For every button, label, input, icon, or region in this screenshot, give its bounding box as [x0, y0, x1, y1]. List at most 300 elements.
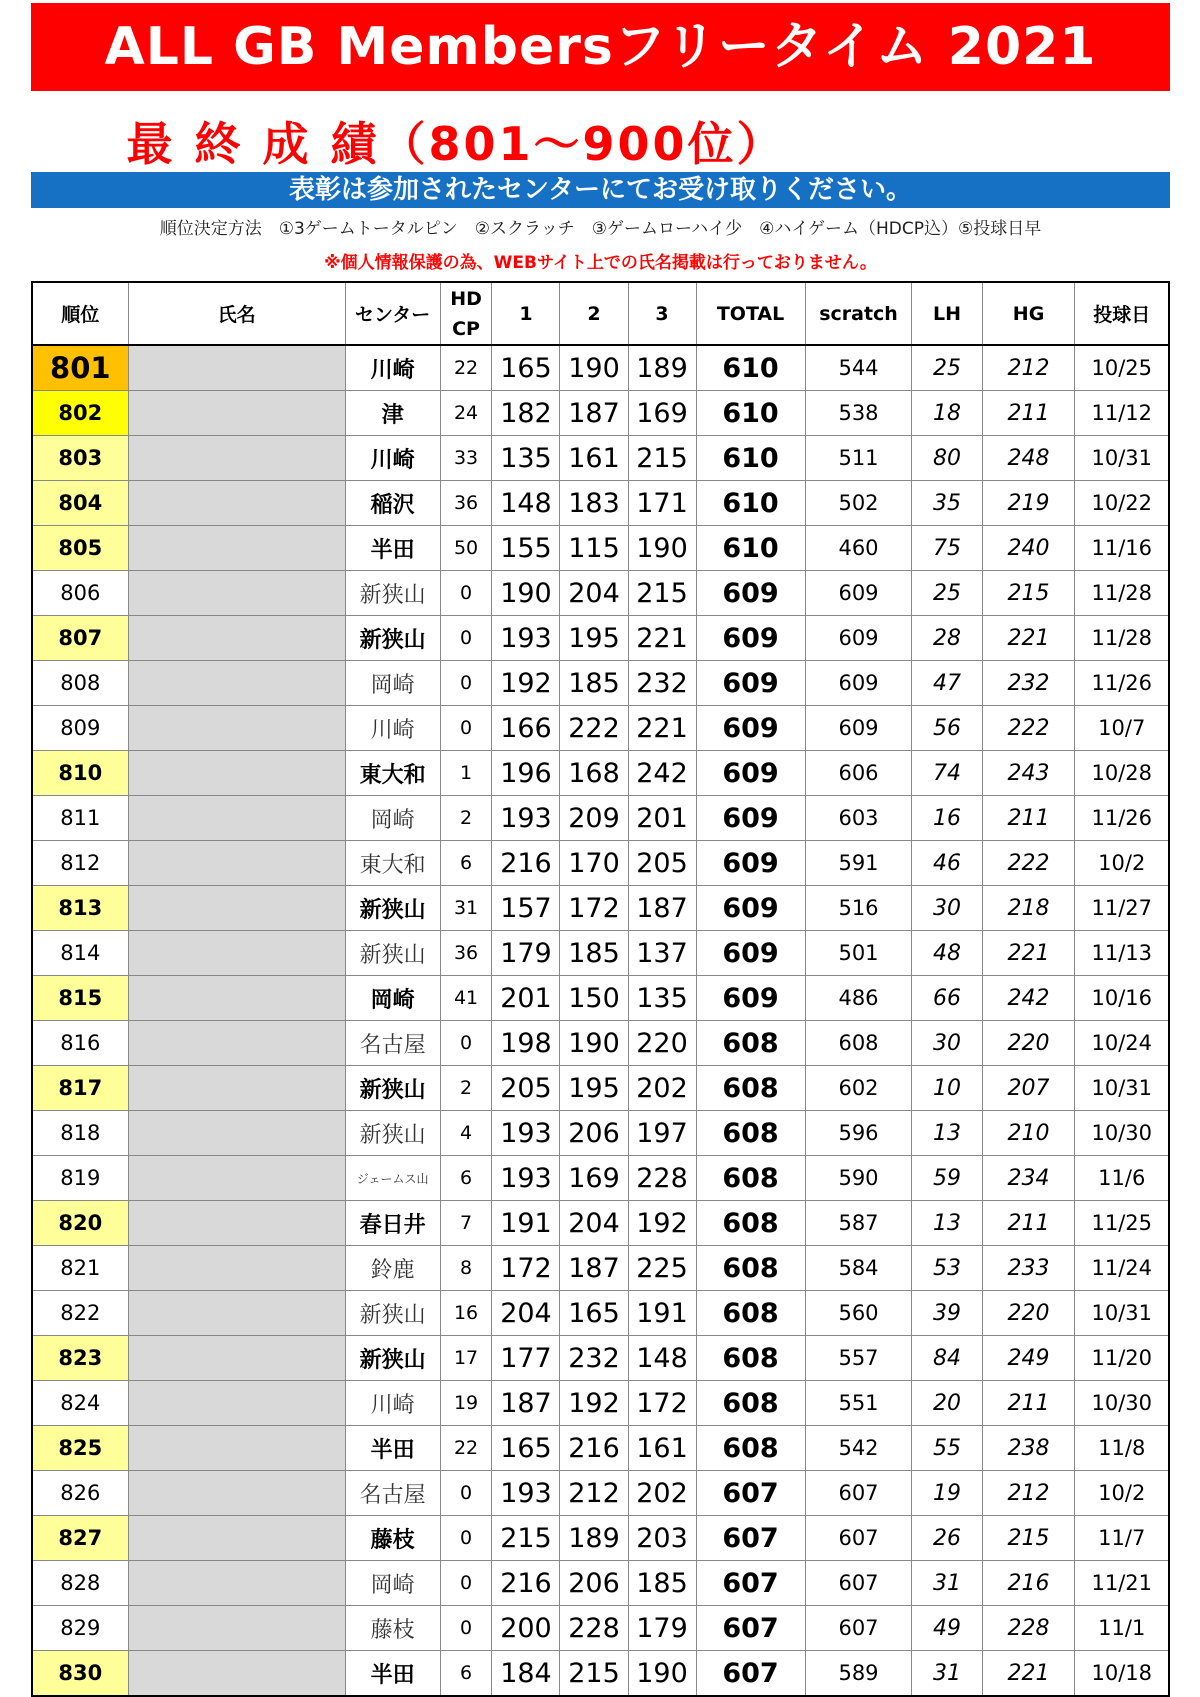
date-cell: 10/16: [1075, 976, 1169, 1021]
lh-cell: 66: [912, 976, 982, 1021]
total-cell: 607: [696, 1606, 805, 1651]
lh-cell: 30: [912, 1021, 982, 1066]
hdcp-cell: 31: [440, 886, 492, 931]
rank-cell: 817: [32, 1066, 128, 1111]
rank-cell: 811: [32, 796, 128, 841]
total-cell: 609: [696, 886, 805, 931]
privacy-notice: ※個人情報保護の為、WEBサイト上での氏名掲載は行っておりません。: [324, 253, 877, 273]
total-cell: 610: [696, 481, 805, 526]
game3-cell: 169: [628, 391, 696, 436]
scratch-cell: 603: [805, 796, 912, 841]
table-row: [32, 436, 1169, 481]
date-cell: 10/30: [1075, 1111, 1169, 1156]
hdcp-cell: 50: [440, 526, 492, 571]
game2-cell: 195: [560, 616, 628, 661]
hg-cell: 234: [982, 1156, 1075, 1201]
hg-cell: 232: [982, 661, 1075, 706]
game3-cell: 221: [628, 616, 696, 661]
center-cell: 新狭山: [345, 1336, 440, 1381]
table-row: [32, 1156, 1169, 1201]
center-cell: 川崎: [345, 1381, 440, 1426]
center-cell: 新狭山: [345, 1111, 440, 1156]
lh-cell: 25: [912, 571, 982, 616]
hg-cell: 211: [982, 1201, 1075, 1246]
total-cell: 609: [696, 976, 805, 1021]
game2-cell: 185: [560, 661, 628, 706]
rank-cell: 804: [32, 481, 128, 526]
game1-cell: 193: [492, 1111, 560, 1156]
game2-cell: 190: [560, 1021, 628, 1066]
rank-cell: 830: [32, 1651, 128, 1697]
name-cell: [128, 661, 345, 706]
center-cell: 名古屋: [345, 1471, 440, 1516]
hg-cell: 212: [982, 345, 1075, 391]
results-table: [31, 281, 1170, 1697]
hdcp-cell: 6: [440, 1156, 492, 1201]
center-cell: 半田: [345, 526, 440, 571]
total-cell: 609: [696, 841, 805, 886]
scratch-cell: 516: [805, 886, 912, 931]
hg-cell: 248: [982, 436, 1075, 481]
table-row: [32, 1471, 1169, 1516]
hg-cell: 220: [982, 1021, 1075, 1066]
hg-cell: 207: [982, 1066, 1075, 1111]
name-cell: [128, 1156, 345, 1201]
table-row: [32, 571, 1169, 616]
game3-cell: 197: [628, 1111, 696, 1156]
game3-cell: 202: [628, 1066, 696, 1111]
game2-cell: 204: [560, 1201, 628, 1246]
hdcp-cell: 0: [440, 706, 492, 751]
lh-cell: 26: [912, 1516, 982, 1561]
hg-cell: 238: [982, 1426, 1075, 1471]
game2-cell: 165: [560, 1291, 628, 1336]
table-row: [32, 1246, 1169, 1291]
table-row: [32, 1291, 1169, 1336]
lh-cell: 19: [912, 1471, 982, 1516]
col-header-total: TOTAL: [696, 282, 805, 345]
rank-cell: 802: [32, 391, 128, 436]
col-header-game1: 1: [492, 282, 560, 345]
scratch-cell: 590: [805, 1156, 912, 1201]
name-cell: [128, 1066, 345, 1111]
game3-cell: 185: [628, 1561, 696, 1606]
scratch-cell: 607: [805, 1561, 912, 1606]
hg-cell: 228: [982, 1606, 1075, 1651]
hdcp-cell: 22: [440, 345, 492, 391]
scratch-cell: 608: [805, 1021, 912, 1066]
total-cell: 608: [696, 1336, 805, 1381]
game1-cell: 200: [492, 1606, 560, 1651]
page-subtitle: 最 終 成 績（801～900位）: [126, 117, 786, 171]
rank-cell: 824: [32, 1381, 128, 1426]
total-cell: 610: [696, 436, 805, 481]
rank-cell: 828: [32, 1561, 128, 1606]
rank-cell: 807: [32, 616, 128, 661]
total-cell: 608: [696, 1381, 805, 1426]
date-cell: 10/28: [1075, 751, 1169, 796]
scratch-cell: 584: [805, 1246, 912, 1291]
game1-cell: 155: [492, 526, 560, 571]
table-row: [32, 345, 1169, 391]
total-cell: 609: [696, 616, 805, 661]
total-cell: 608: [696, 1066, 805, 1111]
lh-cell: 84: [912, 1336, 982, 1381]
hg-cell: 215: [982, 571, 1075, 616]
hdcp-cell: 0: [440, 571, 492, 616]
hg-cell: 219: [982, 481, 1075, 526]
game1-cell: 193: [492, 1471, 560, 1516]
table-row: [32, 1066, 1169, 1111]
total-cell: 607: [696, 1471, 805, 1516]
game1-cell: 193: [492, 616, 560, 661]
lh-cell: 13: [912, 1201, 982, 1246]
game3-cell: 161: [628, 1426, 696, 1471]
hg-cell: 222: [982, 706, 1075, 751]
center-cell: 稲沢: [345, 481, 440, 526]
game1-cell: 182: [492, 391, 560, 436]
hdcp-cell: 16: [440, 1291, 492, 1336]
award-notice-bar: 表彰は参加されたセンターにてお受け取りください。: [31, 172, 1170, 208]
game1-cell: 192: [492, 661, 560, 706]
rank-cell: 814: [32, 931, 128, 976]
name-cell: [128, 1651, 345, 1697]
date-cell: 10/7: [1075, 706, 1169, 751]
scratch-cell: 511: [805, 436, 912, 481]
center-cell: 新狭山: [345, 1291, 440, 1336]
rank-cell: 808: [32, 661, 128, 706]
hdcp-cell: 4: [440, 1111, 492, 1156]
name-cell: [128, 931, 345, 976]
name-cell: [128, 751, 345, 796]
scratch-cell: 607: [805, 1606, 912, 1651]
game2-cell: 206: [560, 1111, 628, 1156]
hg-cell: 215: [982, 1516, 1075, 1561]
total-cell: 609: [696, 751, 805, 796]
date-cell: 11/27: [1075, 886, 1169, 931]
center-cell: 川崎: [345, 345, 440, 391]
rank-cell: 829: [32, 1606, 128, 1651]
hg-cell: 233: [982, 1246, 1075, 1291]
hg-cell: 242: [982, 976, 1075, 1021]
date-cell: 11/20: [1075, 1336, 1169, 1381]
game2-cell: 222: [560, 706, 628, 751]
name-cell: [128, 1201, 345, 1246]
name-cell: [128, 1021, 345, 1066]
game2-cell: 185: [560, 931, 628, 976]
center-cell: 藤枝: [345, 1606, 440, 1651]
lh-cell: 53: [912, 1246, 982, 1291]
scratch-cell: 609: [805, 706, 912, 751]
date-cell: 11/28: [1075, 616, 1169, 661]
game3-cell: 215: [628, 436, 696, 481]
scratch-cell: 607: [805, 1471, 912, 1516]
rank-cell: 806: [32, 571, 128, 616]
date-cell: 10/31: [1075, 1066, 1169, 1111]
total-cell: 609: [696, 661, 805, 706]
lh-cell: 30: [912, 886, 982, 931]
game3-cell: 190: [628, 526, 696, 571]
hg-cell: 243: [982, 751, 1075, 796]
table-row: [32, 751, 1169, 796]
name-cell: [128, 436, 345, 481]
table-row: [32, 1561, 1169, 1606]
date-cell: 10/31: [1075, 436, 1169, 481]
game1-cell: 165: [492, 345, 560, 391]
name-cell: [128, 1561, 345, 1606]
hg-cell: 221: [982, 1651, 1075, 1697]
lh-cell: 59: [912, 1156, 982, 1201]
hdcp-cell: 22: [440, 1426, 492, 1471]
center-cell: 名古屋: [345, 1021, 440, 1066]
center-cell: 半田: [345, 1426, 440, 1471]
table-row: [32, 1336, 1169, 1381]
lh-cell: 16: [912, 796, 982, 841]
center-cell: ジェームス山: [345, 1156, 440, 1201]
col-header-rank: 順位: [32, 282, 128, 345]
rank-cell: 813: [32, 886, 128, 931]
hdcp-cell: 24: [440, 391, 492, 436]
game3-cell: 203: [628, 1516, 696, 1561]
game3-cell: 179: [628, 1606, 696, 1651]
total-cell: 609: [696, 796, 805, 841]
hg-cell: 222: [982, 841, 1075, 886]
hdcp-cell: 41: [440, 976, 492, 1021]
rank-cell: 801: [32, 345, 128, 391]
center-cell: 新狭山: [345, 931, 440, 976]
rank-cell: 816: [32, 1021, 128, 1066]
name-cell: [128, 345, 345, 391]
date-cell: 11/8: [1075, 1426, 1169, 1471]
lh-cell: 35: [912, 481, 982, 526]
game1-cell: 196: [492, 751, 560, 796]
scratch-cell: 606: [805, 751, 912, 796]
game1-cell: 135: [492, 436, 560, 481]
game2-cell: 172: [560, 886, 628, 931]
lh-cell: 80: [912, 436, 982, 481]
hg-cell: 210: [982, 1111, 1075, 1156]
hdcp-cell: 19: [440, 1381, 492, 1426]
game1-cell: 193: [492, 796, 560, 841]
total-cell: 608: [696, 1426, 805, 1471]
rank-cell: 809: [32, 706, 128, 751]
scratch-cell: 551: [805, 1381, 912, 1426]
game1-cell: 166: [492, 706, 560, 751]
game1-cell: 216: [492, 841, 560, 886]
scratch-cell: 607: [805, 1516, 912, 1561]
name-cell: [128, 841, 345, 886]
lh-cell: 28: [912, 616, 982, 661]
center-cell: 新狭山: [345, 886, 440, 931]
date-cell: 11/1: [1075, 1606, 1169, 1651]
scratch-cell: 538: [805, 391, 912, 436]
game3-cell: 220: [628, 1021, 696, 1066]
scratch-cell: 609: [805, 616, 912, 661]
game3-cell: 192: [628, 1201, 696, 1246]
lh-cell: 10: [912, 1066, 982, 1111]
game3-cell: 137: [628, 931, 696, 976]
table-row: [32, 706, 1169, 751]
name-cell: [128, 1426, 345, 1471]
game3-cell: 215: [628, 571, 696, 616]
game3-cell: 202: [628, 1471, 696, 1516]
name-cell: [128, 481, 345, 526]
game1-cell: 187: [492, 1381, 560, 1426]
scratch-cell: 602: [805, 1066, 912, 1111]
lh-cell: 75: [912, 526, 982, 571]
game2-cell: 232: [560, 1336, 628, 1381]
scratch-cell: 587: [805, 1201, 912, 1246]
table-row: [32, 841, 1169, 886]
game3-cell: 221: [628, 706, 696, 751]
game1-cell: 148: [492, 481, 560, 526]
game1-cell: 215: [492, 1516, 560, 1561]
name-cell: [128, 1381, 345, 1426]
total-cell: 608: [696, 1021, 805, 1066]
table-row: [32, 1516, 1169, 1561]
game2-cell: 209: [560, 796, 628, 841]
game1-cell: 198: [492, 1021, 560, 1066]
name-cell: [128, 616, 345, 661]
rank-cell: 818: [32, 1111, 128, 1156]
game2-cell: 190: [560, 345, 628, 391]
scratch-cell: 609: [805, 661, 912, 706]
col-header-scratch: scratch: [805, 282, 912, 345]
game1-cell: 157: [492, 886, 560, 931]
game2-cell: 228: [560, 1606, 628, 1651]
table-row: [32, 886, 1169, 931]
table-row: [32, 1606, 1169, 1651]
hdcp-cell: 0: [440, 616, 492, 661]
rank-cell: 812: [32, 841, 128, 886]
date-cell: 10/31: [1075, 1291, 1169, 1336]
table-row: [32, 661, 1169, 706]
rank-cell: 815: [32, 976, 128, 1021]
hdcp-cell: 7: [440, 1201, 492, 1246]
lh-cell: 55: [912, 1426, 982, 1471]
scratch-cell: 560: [805, 1291, 912, 1336]
name-cell: [128, 886, 345, 931]
date-cell: 10/18: [1075, 1651, 1169, 1697]
game1-cell: 165: [492, 1426, 560, 1471]
date-cell: 11/13: [1075, 931, 1169, 976]
table-row: [32, 931, 1169, 976]
game3-cell: 225: [628, 1246, 696, 1291]
total-cell: 610: [696, 345, 805, 391]
hdcp-cell: 2: [440, 796, 492, 841]
game3-cell: 190: [628, 1651, 696, 1697]
date-cell: 10/2: [1075, 1471, 1169, 1516]
hdcp-cell: 17: [440, 1336, 492, 1381]
lh-cell: 13: [912, 1111, 982, 1156]
name-cell: [128, 526, 345, 571]
col-header-lh: LH: [912, 282, 982, 345]
scratch-cell: 591: [805, 841, 912, 886]
name-cell: [128, 1291, 345, 1336]
total-cell: 608: [696, 1156, 805, 1201]
game2-cell: 204: [560, 571, 628, 616]
name-cell: [128, 1516, 345, 1561]
total-cell: 608: [696, 1246, 805, 1291]
rank-cell: 820: [32, 1201, 128, 1246]
rank-cell: 821: [32, 1246, 128, 1291]
center-cell: 新狭山: [345, 1066, 440, 1111]
game2-cell: 187: [560, 1246, 628, 1291]
hdcp-cell: 0: [440, 661, 492, 706]
ranking-method-text: 順位決定方法 ①3ゲームトータルピン ②スクラッチ ③ゲームローハイ少 ④ハイゲーム（HDCP込）⑤投球日早: [159, 219, 1042, 239]
table-row: [32, 976, 1169, 1021]
game1-cell: 191: [492, 1201, 560, 1246]
total-cell: 607: [696, 1516, 805, 1561]
total-cell: 607: [696, 1651, 805, 1697]
game3-cell: 187: [628, 886, 696, 931]
table-row: [32, 616, 1169, 661]
game2-cell: 192: [560, 1381, 628, 1426]
hg-cell: 216: [982, 1561, 1075, 1606]
rank-cell: 822: [32, 1291, 128, 1336]
center-cell: 東大和: [345, 751, 440, 796]
table-row: [32, 481, 1169, 526]
table-row: [32, 1111, 1169, 1156]
game3-cell: 172: [628, 1381, 696, 1426]
hg-cell: 220: [982, 1291, 1075, 1336]
scratch-cell: 502: [805, 481, 912, 526]
name-cell: [128, 1111, 345, 1156]
total-cell: 608: [696, 1201, 805, 1246]
game1-cell: 205: [492, 1066, 560, 1111]
name-cell: [128, 1471, 345, 1516]
lh-cell: 18: [912, 391, 982, 436]
hg-cell: 221: [982, 616, 1075, 661]
hg-cell: 211: [982, 1381, 1075, 1426]
date-cell: 10/24: [1075, 1021, 1169, 1066]
hdcp-cell: 8: [440, 1246, 492, 1291]
game3-cell: 148: [628, 1336, 696, 1381]
name-cell: [128, 571, 345, 616]
scratch-cell: 544: [805, 345, 912, 391]
scratch-cell: 486: [805, 976, 912, 1021]
game2-cell: 150: [560, 976, 628, 1021]
total-cell: 610: [696, 391, 805, 436]
date-cell: 11/12: [1075, 391, 1169, 436]
table-row: [32, 1201, 1169, 1246]
center-cell: 岡崎: [345, 1561, 440, 1606]
hdcp-cell: 6: [440, 841, 492, 886]
center-cell: 新狭山: [345, 616, 440, 661]
game2-cell: 183: [560, 481, 628, 526]
rank-cell: 826: [32, 1471, 128, 1516]
game2-cell: 212: [560, 1471, 628, 1516]
game3-cell: 191: [628, 1291, 696, 1336]
name-cell: [128, 1336, 345, 1381]
date-cell: 11/16: [1075, 526, 1169, 571]
game2-cell: 115: [560, 526, 628, 571]
table-row: [32, 526, 1169, 571]
center-cell: 岡崎: [345, 976, 440, 1021]
date-cell: 11/25: [1075, 1201, 1169, 1246]
hg-cell: 211: [982, 796, 1075, 841]
col-header-name: 氏名: [128, 282, 345, 345]
total-cell: 608: [696, 1111, 805, 1156]
table-header-row: [32, 282, 1169, 345]
rank-cell: 803: [32, 436, 128, 481]
center-cell: 岡崎: [345, 661, 440, 706]
game3-cell: 205: [628, 841, 696, 886]
col-header-game2: 2: [560, 282, 628, 345]
lh-cell: 20: [912, 1381, 982, 1426]
table-row: [32, 796, 1169, 841]
center-cell: 半田: [345, 1651, 440, 1697]
